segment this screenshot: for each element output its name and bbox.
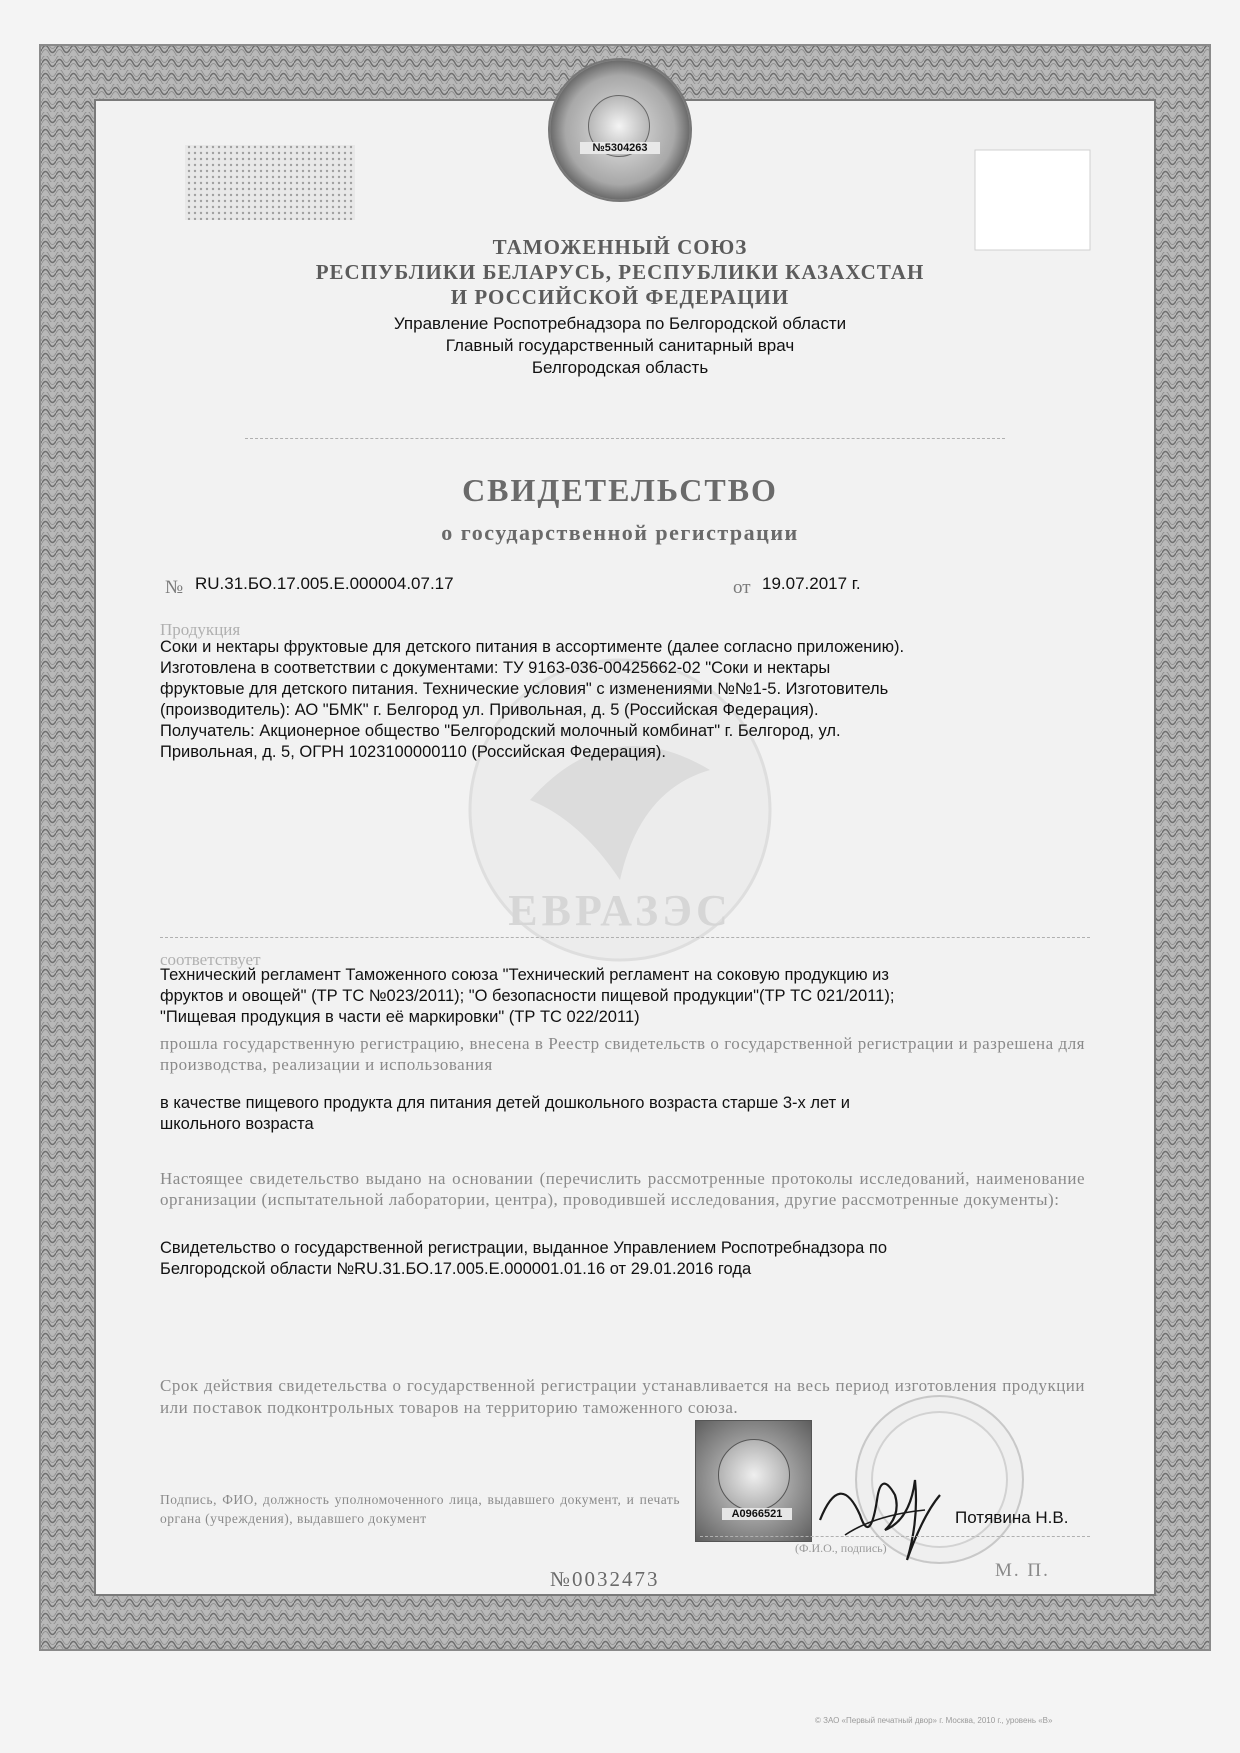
authority-line-2: Главный государственный санитарный врач [445, 336, 795, 355]
basis-faded-statement: Настоящее свидетельство выдано на основании (перечислить рассмотренные протоколы исследований, наименование организации (испытательной лаборатории, центра), проводившей исследования, другие рассмотренные документы): [160, 1169, 1085, 1209]
product-underline [160, 937, 1090, 938]
hologram-number: A0966521 [722, 1508, 792, 1520]
footer-print: © ЗАО «Первый печатный двор» г. Москва, 2010 г., уровень «В» [815, 1716, 1053, 1725]
watermark-text: ЕВРАЗЭС [508, 886, 732, 935]
product-line: Привольная, д. 5, ОГРН 1023100000110 (Российская Федерация). [160, 743, 666, 761]
usage-line: школьного возраста [160, 1115, 314, 1133]
product-line: (производитель): АО "БМК" г. Белгород ул. Привольная, д. 5 (Российская Федерация). [160, 701, 819, 719]
registration-date: 19.07.2017 г. [762, 574, 861, 593]
product-line: фруктовые для детского питания. Технические условия" с изменениями №№1-5. Изготовитель [160, 680, 889, 698]
product-line: Изготовлена в соответствии с документами: ТУ 9163-036-00425662-02 "Соки и нектары [160, 659, 831, 677]
registration-date-prefix: от [733, 577, 751, 598]
basis-text [160, 1238, 1080, 1280]
compliance-faded-label: соответствует [160, 950, 261, 969]
usage-text [160, 1093, 1080, 1135]
authority-line-1: Управление Роспотребнадзора по Белгородской области [393, 314, 847, 333]
signatory-name: Потявина Н.В. [955, 1508, 1069, 1527]
signature-faded-caption: Подпись, ФИО, должность уполномоченного лица, выдавшего документ, и печать органа (учреждения), выдавшего документ [160, 1492, 680, 1526]
product-line: Соки и нектары фруктовые для детского питания в ассортименте (далее согласно приложению). [160, 638, 905, 656]
product-faded-label: Продукция [160, 620, 241, 639]
compliance-line: фруктов и овощей" (ТР ТС №023/2011); "О безопасности пищевой продукции"(ТР ТС 021/2011); [160, 987, 895, 1005]
registration-number: RU.31.БО.17.005.Е.000004.07.17 [195, 574, 454, 593]
basis-line: Белгородской области №RU.31.БО.17.005.Е.000001.01.16 от 29.01.2016 года [160, 1260, 752, 1278]
registration-number-prefix: № [165, 577, 184, 598]
customs-union-line-1: ТАМОЖЕННЫЙ СОЮЗ [492, 235, 748, 259]
compliance-line: "Пищевая продукция в части её маркировки" (ТР ТС 022/2011) [160, 1008, 640, 1026]
compliance-text [160, 965, 1080, 1028]
authority-underline [245, 438, 1005, 439]
basis-line: Свидетельство о государственной регистрации, выданное Управлением Роспотребнадзора по [160, 1239, 888, 1257]
product-line: Получатель: Акционерное общество "Белгородский молочный комбинат" г. Белгород, ул. [160, 722, 841, 740]
serial-top: №5304263 [580, 142, 660, 154]
customs-union-line-3: И РОССИЙСКОЙ ФЕДЕРАЦИИ [450, 285, 790, 309]
authority-line-3: Белгородская область [531, 358, 709, 377]
signature-underline [700, 1536, 1090, 1537]
fio-caption: (Ф.И.О., подпись) [795, 1541, 887, 1555]
form-number: №0032473 [550, 1567, 660, 1591]
validity-statement: Срок действия свидетельства о государственной регистрации устанавливается на весь период изготовления продукции или поставок подконтрольных товаров на территорию таможенного союза. [160, 1376, 1085, 1417]
mp-label: М. П. [995, 1560, 1050, 1581]
certificate-subtitle: о государственной регистрации [441, 520, 799, 545]
usage-line: в качестве пищевого продукта для питания детей дошкольного возраста старше 3-х лет и [160, 1094, 850, 1112]
registered-statement: прошла государственную регистрацию, внесена в Реестр свидетельств о государственной регистрации и разрешена для производства, реализации и использования [160, 1034, 1085, 1074]
certificate-title: СВИДЕТЕЛЬСТВО [462, 472, 778, 508]
product-description [160, 637, 1080, 763]
compliance-line: Технический регламент Таможенного союза "Технический регламент на соковую продукцию из [160, 966, 889, 984]
hologram-globe-icon [718, 1439, 790, 1511]
hologram-seal [695, 1420, 812, 1542]
customs-union-line-2: РЕСПУБЛИКИ БЕЛАРУСЬ, РЕСПУБЛИКИ КАЗАХСТАН [315, 260, 925, 284]
